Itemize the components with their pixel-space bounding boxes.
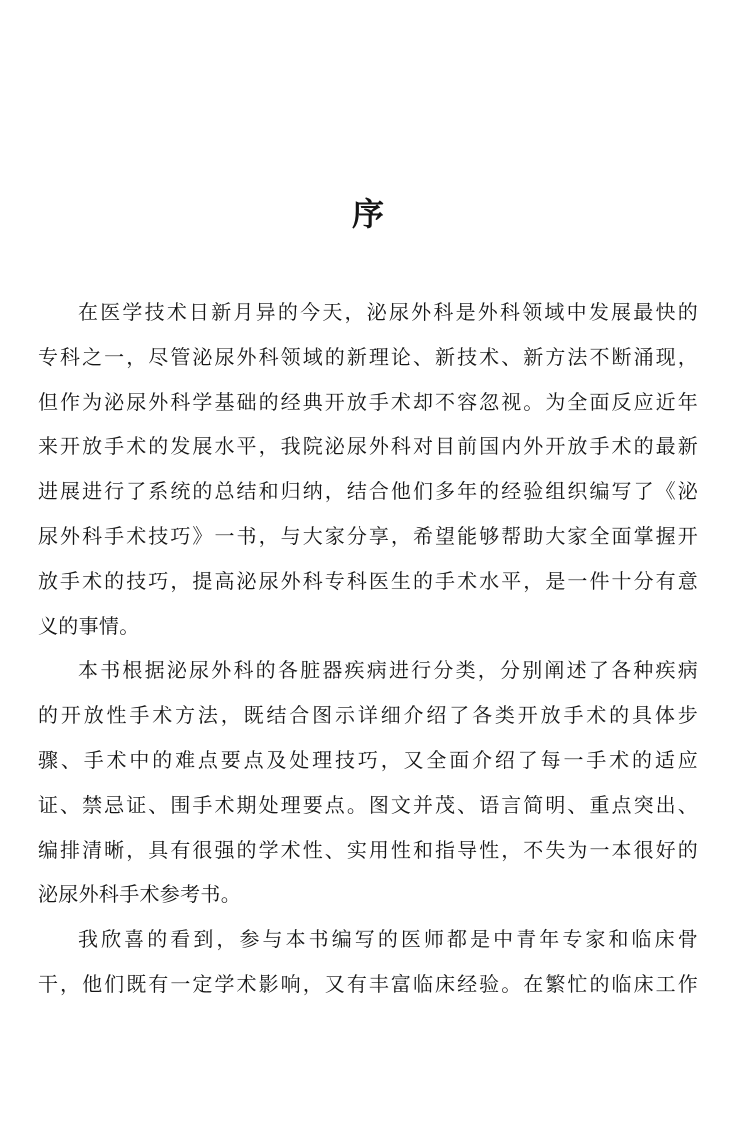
paragraph	[38, 648, 698, 917]
text-line: 干，他们既有一定学术影响，又有丰富临床经验。在繁忙的临床工作	[38, 971, 698, 996]
text-line: 放手术的技巧，提高泌尿外科专科医生的手术水平，是一件十分有意	[38, 568, 698, 593]
text-line: 泌尿外科手术参考书。	[38, 882, 241, 907]
text-line: 专科之一，尽管泌尿外科领域的新理论、新技术、新方法不断涌现，	[38, 344, 698, 369]
text-line: 骤、手术中的难点要点及处理技巧，又全面介绍了每一手术的适应	[38, 747, 698, 772]
text-line: 进展进行了系统的总结和归纳，结合他们多年的经验组织编写了《泌	[38, 479, 698, 504]
text-line: 尿外科手术技巧》一书，与大家分享，希望能够帮助大家全面掌握开	[38, 523, 698, 548]
text-line: 在医学技术日新月异的今天，泌尿外科是外科领域中发展最快的	[78, 300, 698, 324]
text-line: 编排清晰，具有很强的学术性、实用性和指导性，不失为一本很好的	[38, 837, 698, 862]
text-line: 本书根据泌尿外科的各脏器疾病进行分类，分别阐述了各种疾病	[78, 658, 698, 683]
body-text	[38, 290, 698, 1007]
text-line: 证、禁忌证、围手术期处理要点。图文并茂、语言简明、重点突出、	[38, 792, 698, 817]
text-line: 但作为泌尿外科学基础的经典开放手术却不容忽视。为全面反应近年	[38, 389, 698, 414]
text-line: 义的事情。	[38, 613, 140, 638]
paragraph	[38, 290, 698, 648]
page-title: 序	[351, 195, 384, 233]
text-line: 我欣喜的看到，参与本书编写的医师都是中青年专家和临床骨	[78, 927, 698, 952]
text-line: 的开放性手术方法，既结合图示详细介绍了各类开放手术的具体步	[38, 703, 698, 728]
paragraph	[38, 917, 698, 1007]
text-line: 来开放手术的发展水平，我院泌尿外科对目前国内外开放手术的最新	[38, 434, 698, 459]
